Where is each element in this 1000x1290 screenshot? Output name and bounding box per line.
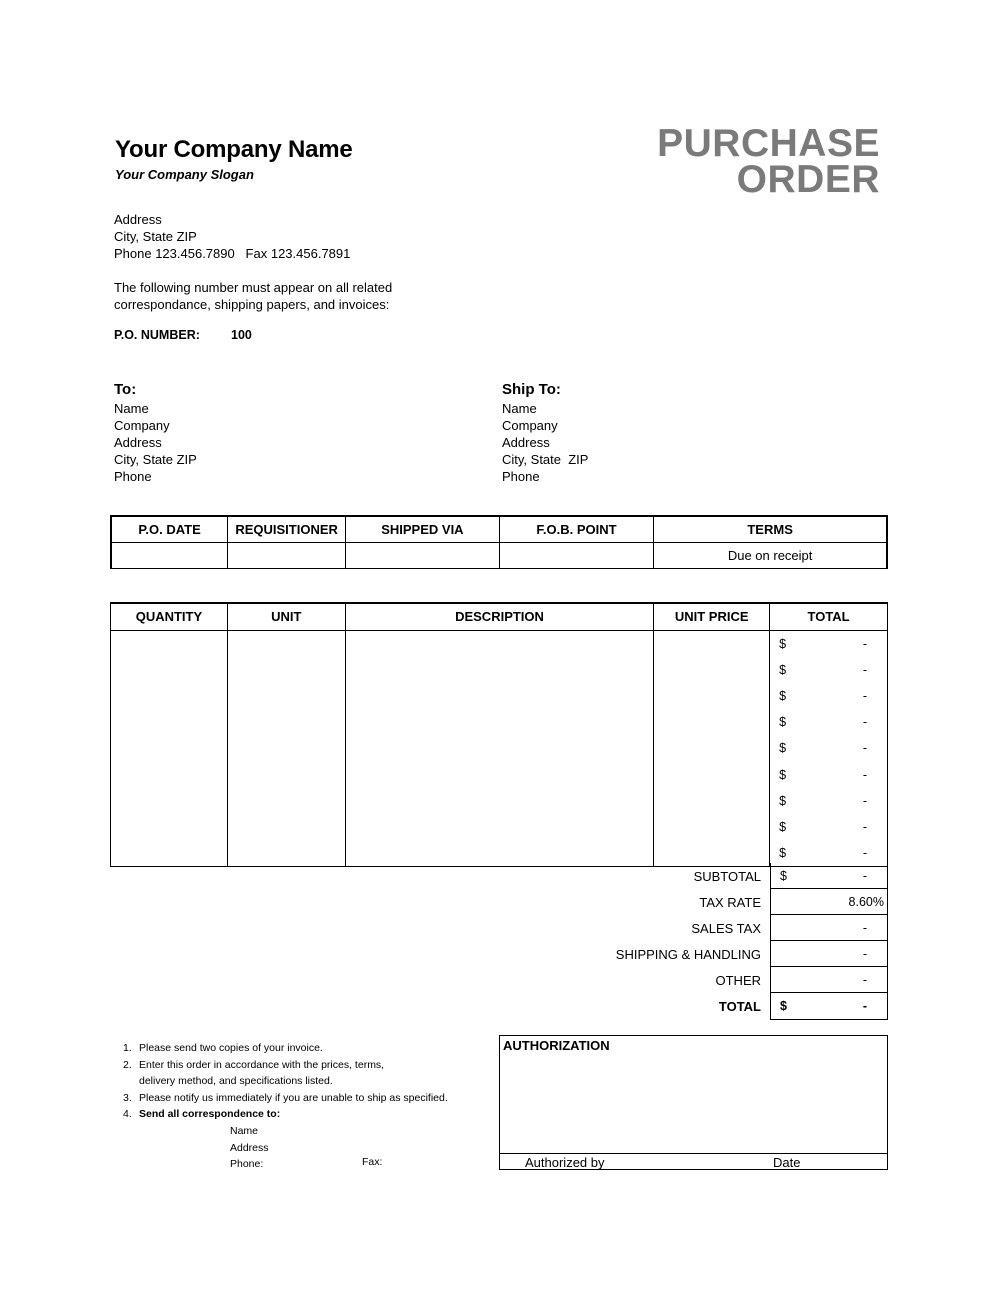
unit-price-header: UNIT PRICE [654, 603, 770, 630]
other-label: OTHER [715, 973, 761, 988]
grand-total-cell [770, 993, 888, 1020]
ship-to-city-state-zip[interactable]: City, State ZIP [502, 452, 589, 467]
contact-address[interactable]: Address [230, 1141, 269, 1154]
po-notice-line: The following number must appear on all related [114, 280, 393, 295]
line-total-value: - [862, 819, 867, 834]
currency-symbol: $ [779, 767, 787, 782]
subtotal-label: SUBTOTAL [693, 869, 761, 884]
note-item [123, 1106, 448, 1123]
company-phone-fax: Phone 123.456.7890 Fax 123.456.7891 [114, 246, 351, 261]
note-item [123, 1090, 448, 1107]
other-value[interactable]: - [862, 972, 867, 987]
currency-symbol: $ [780, 999, 787, 1013]
line-total-value: - [862, 793, 867, 808]
note-number: 1. [123, 1042, 132, 1054]
company-slogan: Your Company Slogan [115, 167, 254, 182]
terms-header: TERMS [654, 516, 887, 542]
order-info-table [110, 515, 888, 569]
currency-symbol: $ [779, 741, 787, 756]
notes-list [123, 1040, 448, 1123]
authorization-date-label: Date [773, 1155, 801, 1170]
other-cell[interactable] [770, 967, 888, 993]
tax-rate-label: TAX RATE [699, 895, 761, 910]
line-total [770, 683, 887, 709]
bill-to-company[interactable]: Company [114, 418, 170, 433]
bill-to-city-state-zip[interactable]: City, State ZIP [114, 452, 197, 467]
currency-symbol: $ [780, 868, 787, 883]
line-total [770, 735, 887, 761]
unit-header: UNIT [227, 603, 345, 630]
contact-phone-label: Phone: [230, 1158, 264, 1171]
po-notice-line: correspondance, shipping papers, and invoices: [114, 297, 390, 312]
signature-line [500, 1153, 887, 1154]
line-total-value: - [862, 767, 867, 782]
grand-total-value: - [862, 999, 867, 1013]
line-total [770, 631, 887, 657]
bill-to-block [114, 381, 197, 485]
bill-to-name[interactable]: Name [114, 401, 149, 416]
currency-symbol: $ [779, 715, 787, 730]
line-total [770, 788, 887, 814]
note-text: delivery method, and specifications listed. [139, 1075, 333, 1088]
note-item-continued [123, 1073, 448, 1090]
order-info-value-row [111, 542, 887, 568]
note-item [123, 1057, 448, 1074]
note-number: 4. [123, 1108, 132, 1121]
grand-total-row [110, 993, 888, 1019]
correspondence-contact [230, 1123, 269, 1173]
note-text: Enter this order in accordance with the prices, terms, [139, 1058, 385, 1071]
requisitioner-header: REQUISITIONER [228, 516, 346, 542]
description-header: DESCRIPTION [345, 603, 654, 630]
shipping-value[interactable]: - [862, 946, 867, 961]
tax-rate-cell[interactable] [770, 889, 888, 915]
description-column[interactable] [345, 630, 654, 867]
currency-symbol: $ [779, 636, 787, 651]
bill-to-phone[interactable]: Phone [114, 469, 152, 484]
shipping-label: SHIPPING & HANDLING [615, 947, 761, 962]
requisitioner-cell[interactable] [228, 542, 346, 568]
line-total-value: - [862, 846, 867, 861]
line-total-value: - [862, 662, 867, 677]
quantity-column[interactable] [111, 630, 228, 867]
line-total [770, 657, 887, 683]
document-title-line-1: PURCHASE [657, 122, 880, 165]
currency-symbol: $ [779, 793, 787, 808]
fob-point-cell[interactable] [499, 542, 654, 568]
unit-column[interactable] [227, 630, 345, 867]
subtotal-row [110, 863, 888, 889]
po-date-header: P.O. DATE [111, 516, 228, 542]
line-total [770, 814, 887, 840]
ship-to-name[interactable]: Name [502, 401, 537, 416]
order-info-header-row [111, 516, 887, 542]
currency-symbol: $ [779, 846, 787, 861]
note-text: Please notify us immediately if you are unable to ship as specified. [139, 1091, 448, 1104]
note-text: Send all correspondence to: [139, 1108, 281, 1121]
line-total-value: - [862, 688, 867, 703]
shipped-via-header: SHIPPED VIA [346, 516, 500, 542]
line-total [770, 709, 887, 735]
note-number: 2. [123, 1058, 132, 1071]
total-header: TOTAL [770, 603, 888, 630]
currency-symbol: $ [779, 688, 787, 703]
line-items-body [111, 630, 888, 867]
po-number-value[interactable]: 100 [231, 328, 252, 342]
quantity-header: QUANTITY [111, 603, 228, 630]
tax-rate-row [110, 889, 888, 915]
shipping-row [110, 941, 888, 967]
currency-symbol: $ [779, 662, 787, 677]
po-number-label: P.O. NUMBER: [114, 328, 200, 342]
line-items-table [110, 602, 888, 867]
company-name: Your Company Name [115, 136, 353, 163]
line-total-value: - [862, 715, 867, 730]
sales-tax-cell [770, 915, 888, 941]
line-total-value: - [862, 636, 867, 651]
ship-to-phone[interactable]: Phone [502, 469, 540, 484]
subtotal-value: - [862, 868, 867, 883]
company-address-line: Address [114, 212, 162, 227]
contact-name[interactable]: Name [230, 1125, 259, 1137]
shipped-via-cell[interactable] [346, 542, 500, 568]
line-items-header-row [111, 603, 888, 630]
terms-cell[interactable]: Due on receipt [654, 542, 887, 568]
sales-tax-row [110, 915, 888, 941]
sales-tax-value: - [862, 920, 867, 935]
bill-to-title: To: [114, 381, 137, 398]
ship-to-block [502, 381, 588, 485]
document-title-line-2: ORDER [736, 158, 880, 201]
line-total-value: - [862, 741, 867, 756]
sales-tax-label: SALES TAX [691, 921, 761, 936]
currency-symbol: $ [779, 819, 787, 834]
authorization-title: AUTHORIZATION [503, 1038, 610, 1053]
bill-to-address[interactable]: Address [114, 435, 162, 450]
document-title [657, 122, 880, 201]
contact-fax-label: Fax: [362, 1156, 383, 1168]
authorized-by-label: Authorized by [525, 1155, 605, 1170]
po-notice [114, 279, 392, 313]
other-row [110, 967, 888, 993]
grand-total-label: TOTAL [718, 999, 761, 1014]
tax-rate-value[interactable]: 8.60% [848, 894, 884, 909]
po-date-cell[interactable] [111, 542, 228, 568]
authorization-box[interactable] [499, 1035, 888, 1170]
ship-to-address[interactable]: Address [502, 435, 550, 450]
company-address [114, 211, 350, 262]
total-column [770, 630, 888, 867]
company-address-line: City, State ZIP [114, 229, 197, 244]
ship-to-company[interactable]: Company [502, 418, 558, 433]
subtotal-cell [770, 863, 888, 889]
line-total [770, 761, 887, 787]
unit-price-column[interactable] [654, 630, 770, 867]
note-item [123, 1040, 448, 1057]
fob-point-header: F.O.B. POINT [499, 516, 654, 542]
shipping-cell[interactable] [770, 941, 888, 967]
note-number: 3. [123, 1091, 132, 1104]
note-text: Please send two copies of your invoice. [139, 1042, 323, 1054]
ship-to-title: Ship To: [502, 381, 561, 398]
